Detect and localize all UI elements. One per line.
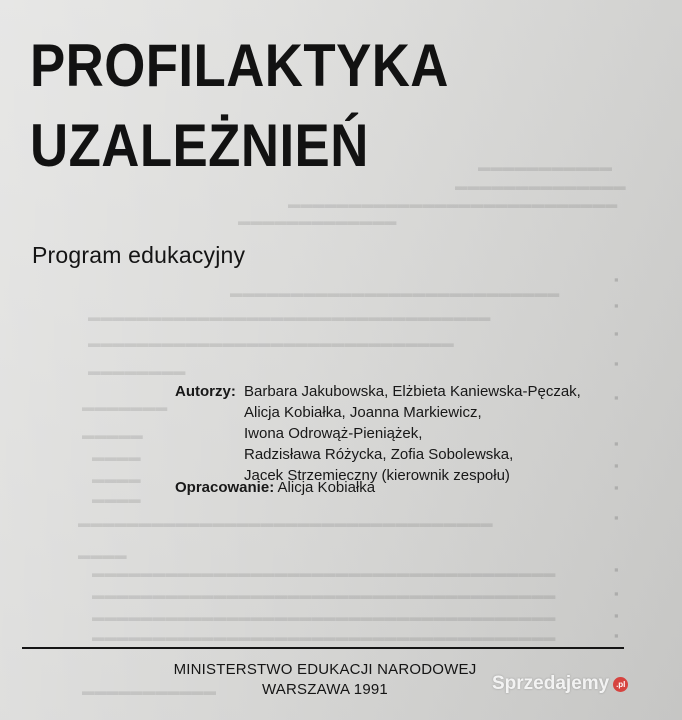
show-through-number: ▪ [614,562,619,577]
site-watermark [492,673,628,695]
show-through-text: ▬▬▬▬▬▬▬▬▬▬▬▬▬▬▬▬▬▬▬▬▬▬▬▬▬▬▬▬▬▬▬▬▬ [88,310,491,324]
book-title-line-2: UZALEŻNIEŃ [30,112,369,179]
show-through-number: ▪ [614,480,619,495]
authors-label: Autorzy: [175,383,236,400]
show-through-text: ▬▬▬▬ [78,548,127,562]
show-through-text: ▬▬▬▬▬ [82,428,143,442]
show-through-text: ▬▬▬▬ [92,472,141,486]
book-subtitle: Program edukacyjny [32,242,246,268]
show-through-text: ▬▬▬▬▬▬▬▬▬▬▬▬▬▬▬▬▬▬▬▬▬▬▬▬▬▬▬ [230,286,560,300]
show-through-text: ▬▬▬▬▬▬▬▬▬▬▬▬▬▬▬▬▬▬▬▬▬▬▬▬▬▬▬▬▬▬▬▬▬▬▬▬▬▬ [92,610,556,624]
publisher-name: MINISTERSTWO EDUKACJI NARODOWEJ [173,661,477,678]
show-through-text: ▬▬▬▬▬▬▬▬▬▬▬▬▬▬▬▬▬▬▬▬▬▬▬▬▬▬▬▬▬▬ [88,336,454,350]
show-through-number: ▪ [614,272,619,287]
author-line: Jacek Strzemieczny (kierownik zespołu) [244,467,510,484]
publisher-block [145,660,505,700]
show-through-text: ▬▬▬▬ [92,492,141,506]
editing-row [175,479,375,497]
author-line: Barbara Jakubowska, Elżbieta Kaniewska-Pęczak, [244,383,581,400]
author-line: Iwona Odrowąż-Pieniążek, [244,425,423,442]
show-through-text: ▬▬▬▬▬▬▬▬▬▬▬▬▬▬▬▬▬▬▬▬▬▬▬▬▬▬▬ [288,197,618,211]
show-through-text: ▬▬▬▬▬▬▬▬ [88,364,186,378]
show-through-number: ▪ [614,436,619,451]
show-through-text: ▬▬▬▬▬▬▬▬▬▬▬▬▬▬ [455,179,626,193]
watermark-badge: .pl [613,677,628,692]
show-through-number: ▪ [614,390,619,405]
show-through-number: ▪ [614,298,619,313]
author-line: Alicja Kobiałka, Joanna Markiewicz, [244,404,482,421]
editing-label: Opracowanie: [175,479,275,496]
author-line: Radzisława Różycka, Zofia Sobolewska, [244,446,514,463]
authors-row [175,383,236,401]
book-title-line-1: PROFILAKTYKA [30,32,449,99]
watermark-text: Sprzedajemy [492,673,610,694]
show-through-text: ▬▬▬▬▬▬▬▬▬▬▬▬▬ [238,214,397,228]
show-through-number: ▪ [614,458,619,473]
show-through-number: ▪ [614,326,619,341]
show-through-text: ▬▬▬▬▬▬▬▬▬▬▬▬▬▬▬▬▬▬▬▬▬▬▬▬▬▬▬▬▬▬▬▬▬▬▬▬▬▬ [92,630,556,644]
show-through-text: ▬▬▬▬▬▬▬▬▬▬▬ [82,684,217,698]
show-through-number: ▪ [614,608,619,623]
publisher-place-year: WARSZAWA 1991 [262,681,388,698]
editing-value: Alicja Kobiałka [277,479,376,496]
show-through-text: ▬▬▬▬▬▬▬▬▬▬▬ [478,160,613,174]
show-through-text: ▬▬▬▬▬▬▬▬▬▬▬▬▬▬▬▬▬▬▬▬▬▬▬▬▬▬▬▬▬▬▬▬▬▬▬▬▬▬ [92,588,556,602]
show-through-text: ▬▬▬▬▬▬▬▬▬▬▬▬▬▬▬▬▬▬▬▬▬▬▬▬▬▬▬▬▬▬▬▬▬▬ [78,516,493,530]
show-through-number: ▪ [614,628,619,643]
show-through-text: ▬▬▬▬ [92,450,141,464]
horizontal-rule [22,647,624,649]
show-through-number: ▪ [614,356,619,371]
show-through-number: ▪ [614,586,619,601]
show-through-text: ▬▬▬▬▬▬▬▬▬▬▬▬▬▬▬▬▬▬▬▬▬▬▬▬▬▬▬▬▬▬▬▬▬▬▬▬▬▬ [92,566,556,580]
show-through-number: ▪ [614,510,619,525]
show-through-text: ▬▬▬▬▬▬▬ [82,400,168,414]
